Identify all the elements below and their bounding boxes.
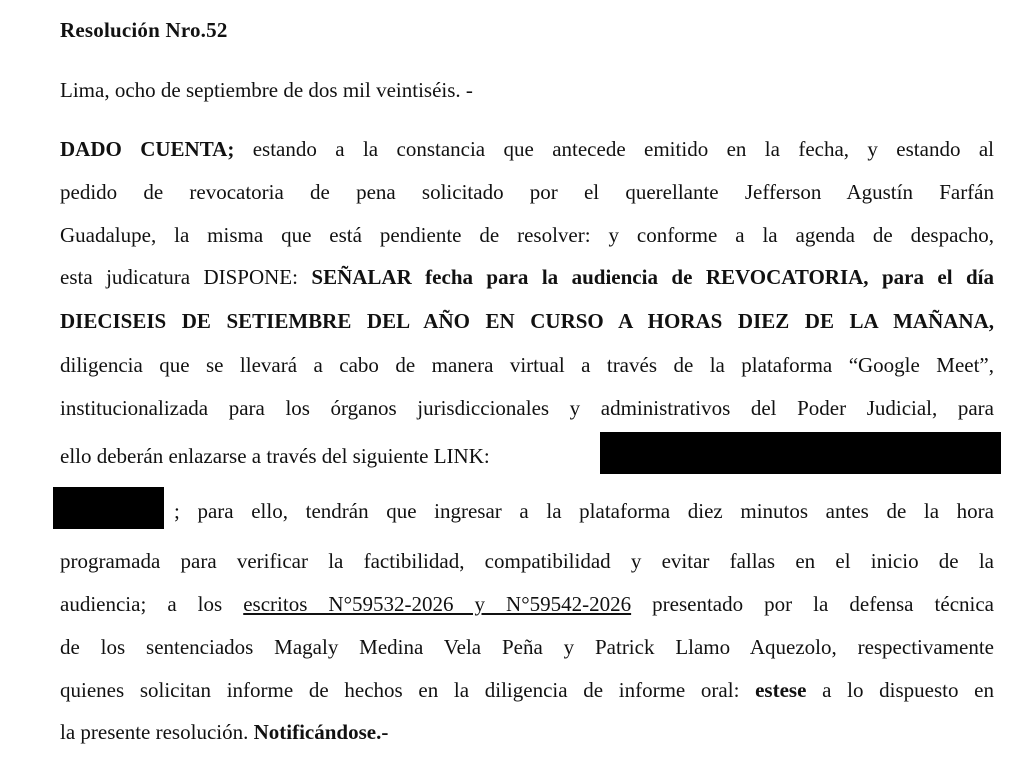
paragraph-line-10: programada para verificar la factibilidad, compatibilidad y evitar fallas en el inicio de la <box>60 549 994 573</box>
paragraph-line-12: de los sentenciados Magaly Medina Vela Peña y Patrick Llamo Aquezolo, respectivamente <box>60 635 994 659</box>
paragraph-line-5: DIECISEIS DE SETIEMBRE DEL AÑO EN CURSO A HORAS DIEZ DE LA MAÑANA, <box>60 309 994 333</box>
dispone-text: esta judicatura DISPONE: <box>60 265 312 289</box>
paragraph-line-9: ; para ello, tendrán que ingresar a la plataforma diez minutos antes de la hora <box>174 499 994 523</box>
audiencia-text: audiencia; a los <box>60 592 244 616</box>
notificandose-text: Notificándose.- <box>253 720 389 744</box>
dispuesto-text: a lo dispuesto en <box>806 678 995 702</box>
quienes-text: quienes solicitan informe de hechos en la diligencia de informe oral: <box>60 678 756 702</box>
paragraph-line-11 <box>60 591 994 617</box>
paragraph-line-2: pedido de revocatoria de pena solicitado por el querellante Jefferson Agustín Farfán <box>60 180 994 204</box>
estese-text: estese <box>755 678 807 702</box>
presente-resolucion-text: la presente resolución. <box>60 720 254 744</box>
dado-cuenta-label: DADO CUENTA; <box>60 137 235 161</box>
escritos-reference: escritos N°59532-2026 y N°59542-2026 <box>243 592 632 616</box>
resolution-title: Resolución Nro.52 <box>60 18 228 42</box>
redacted-link-block <box>600 432 1001 474</box>
paragraph-line-7: institucionalizada para los órganos jurisdiccionales y administrativos del Poder Judicial, para <box>60 396 994 420</box>
senalar-fecha-text: SEÑALAR fecha para la audiencia de REVOCATORIA, para el día <box>311 265 994 289</box>
defensa-text: presentado por la defensa técnica <box>631 592 994 616</box>
paragraph-line-3: Guadalupe, la misma que está pendiente de resolver: y conforme a la agenda de despacho, <box>60 223 994 247</box>
redacted-link-continuation <box>53 487 164 529</box>
date-line: Lima, ocho de septiembre de dos mil veintiséis. - <box>60 78 473 102</box>
paragraph-line-8: ello deberán enlazarse a través del siguiente LINK: <box>60 444 490 468</box>
line-1-text: estando a la constancia que antecede emitido en la fecha, y estando al <box>234 137 994 161</box>
paragraph-line-13 <box>60 677 994 703</box>
paragraph-line-4 <box>60 264 994 290</box>
paragraph-line-6: diligencia que se llevará a cabo de manera virtual a través de la plataforma “Google Meet”, <box>60 353 994 377</box>
paragraph-line-14 <box>60 719 994 745</box>
paragraph-line-1 <box>60 136 994 162</box>
